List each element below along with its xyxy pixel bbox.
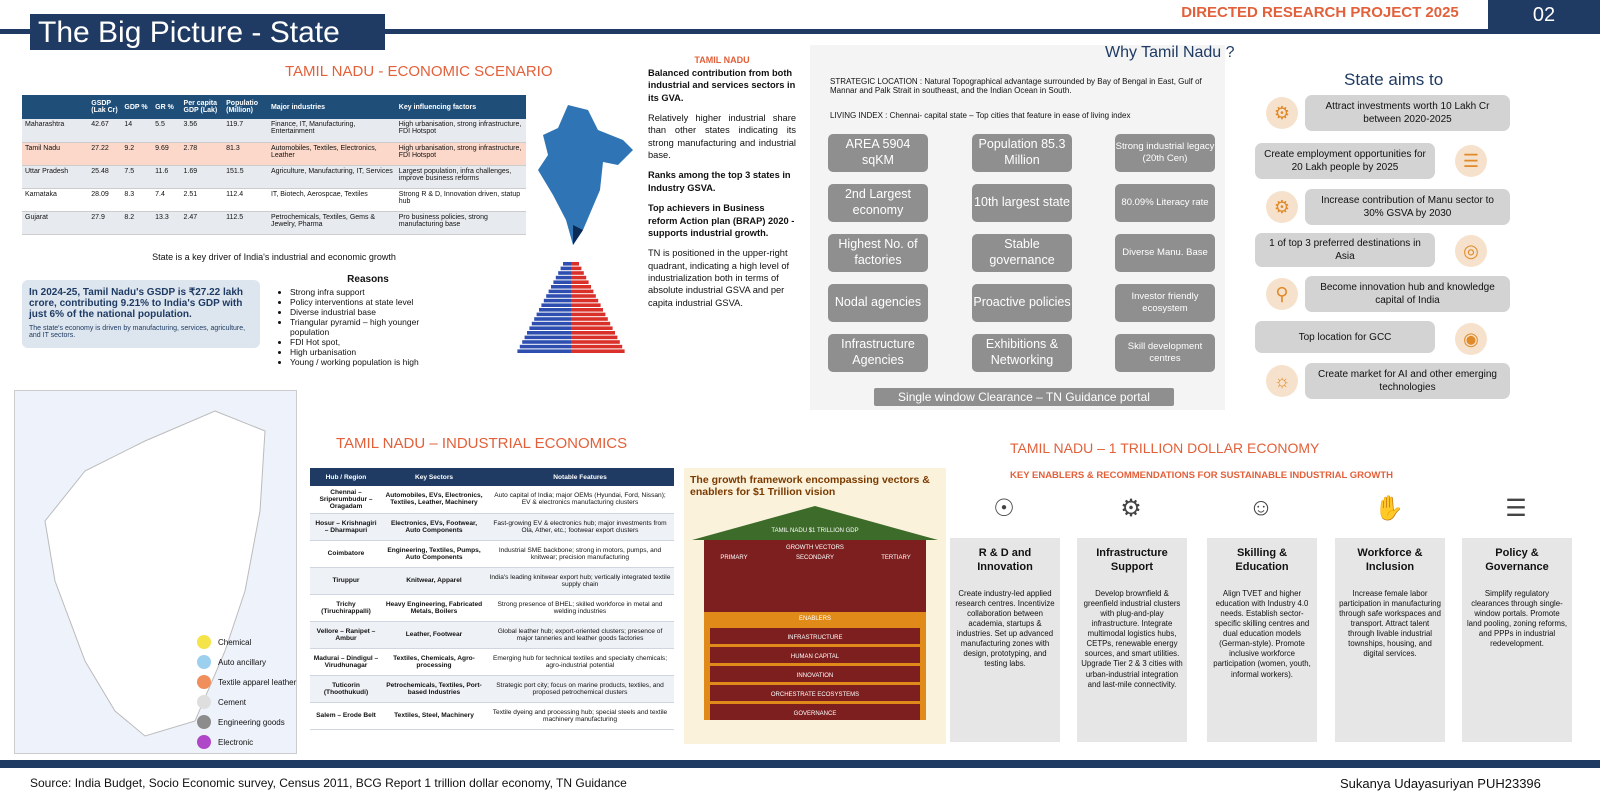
why-pill: Skill development centres [1115, 334, 1215, 372]
pyramid-bar [571, 322, 610, 326]
growth-layer-label: INNOVATION [796, 673, 834, 679]
svg-text:PRIMARY: PRIMARY [720, 555, 748, 561]
project-label: DIRECTED RESEARCH PROJECT 2025 [1181, 4, 1459, 21]
why-pill: 2nd Largest economy [828, 184, 928, 222]
econ-col-header: Key influencing factors [396, 95, 526, 119]
why-pill: AREA 5904 sqKM [828, 134, 928, 172]
legend-electronic: Electronic [218, 738, 254, 747]
pyramid-bar [571, 349, 625, 353]
pyramid-bar [571, 271, 584, 275]
column-icon: ☉ [993, 495, 1015, 522]
aim-item: Create market for AI and other emerging technologies [1305, 363, 1510, 399]
pyramid-bar [544, 299, 571, 303]
econ-cell: Uttar Pradesh [22, 165, 88, 188]
econ-col-header: GDP % [121, 95, 152, 119]
pyramid-bar [571, 345, 622, 349]
aim-icon: ☰ [1455, 145, 1487, 177]
industrial-cell: Auto capital of India; major OEMs (Hyundai, Ford, Nissan); EV & electronics manufacturing clusters [486, 486, 674, 513]
industrial-col-header: Hub / Region [310, 468, 382, 486]
aim-icon: ⚙ [1266, 191, 1298, 223]
econ-cell: High urbanisation, strong infrastructure, FDI Hotspot [396, 142, 526, 165]
pyramid-bar [522, 340, 571, 344]
pyramid-bar [571, 280, 589, 284]
industrial-row [310, 486, 674, 513]
econ-cell: 8.2 [121, 211, 152, 234]
econ-heading: TAMIL NADU - ECONOMIC SCENARIO [285, 63, 553, 80]
footer-bar [0, 760, 1600, 768]
legend-electronic-dot [197, 735, 211, 749]
pyramid-bar [527, 331, 571, 335]
column-text: Increase female labor participation in manufacturing through safe workspaces and transport. Attract talent through livable industrial townships, housing, and digital services. [1339, 588, 1441, 659]
growth-layer-label: GOVERNANCE [793, 711, 837, 717]
why-heading: Why Tamil Nadu ? [1105, 44, 1235, 61]
industrial-col-header: Key Sectors [382, 468, 486, 486]
industrial-row [310, 513, 674, 540]
industrial-row [310, 540, 674, 567]
industrial-cell: Coimbatore [310, 540, 382, 567]
aims-heading: State aims to [1344, 70, 1444, 89]
tn-map-shape [15, 391, 298, 755]
why-pill: Exhibitions & Networking [972, 334, 1072, 372]
recommendation-column [1462, 538, 1572, 742]
reasons [278, 274, 458, 367]
tn-cluster-map [14, 390, 297, 754]
econ-cell: 119.7 [223, 119, 268, 142]
pyramid-bar [532, 322, 571, 326]
econ-row [22, 165, 526, 188]
tn-label: TAMIL NADU [694, 55, 750, 65]
reason-item: • High urbanisation [290, 347, 458, 357]
econ-cell: 42.67 [88, 119, 121, 142]
industrial-row [310, 594, 674, 621]
column-icon: ☰ [1505, 495, 1527, 522]
pyramid-bar [571, 340, 620, 344]
econ-cell: 2.78 [181, 142, 224, 165]
industrial-cell: Industrial SME backbone; strong in motors, pumps, and knitwear; precision manufacturing [486, 540, 674, 567]
econ-cell: 112.5 [223, 211, 268, 234]
recommendation-column [1207, 538, 1317, 742]
column-title: R & D and Innovation [977, 547, 1033, 574]
aim-item: Increase contribution of Manu sector to 30% GSVA by 2030 [1305, 189, 1510, 225]
growth-framework [684, 468, 946, 744]
industrial-cell: Strong presence of BHEL; skilled workforce in metal and welding industries [486, 594, 674, 621]
growth-layer-label: ORCHESTRATE ECOSYSTEMS [770, 692, 860, 698]
tn-p1: Balanced contribution from both industrial and services sectors in its GVA. [648, 67, 796, 103]
econ-cell: 2.47 [181, 211, 224, 234]
why-pill: Population 85.3 Million [972, 134, 1072, 172]
column-title: Policy & Governance [1485, 547, 1549, 574]
econ-table [22, 95, 526, 235]
source-note: Source: India Budget, Socio Economic survey, Census 2011, BCG Report 1 trillion dollar economy, TN Guidance [30, 776, 627, 790]
gsdp-subtext: The state's economy is driven by manufacturing, services, agriculture, and IT sectors. [29, 325, 246, 339]
econ-cell: 2.51 [181, 188, 224, 211]
column-icon: ✋ [1374, 495, 1404, 522]
column-title: Workforce & Inclusion [1357, 547, 1423, 574]
econ-cell: 1.69 [181, 165, 224, 188]
recommendation-column [1335, 538, 1445, 742]
industrial-cell: Global leather hub; export-oriented clusters; presence of major tanneries and leather goods factories [486, 621, 674, 648]
page-number: 02 [1488, 0, 1600, 32]
pyramid-bar [549, 290, 571, 294]
pyramid-bar [520, 345, 571, 349]
econ-cell: 5.5 [152, 119, 180, 142]
econ-cell: Maharashtra [22, 119, 88, 142]
econ-col-header: Major industries [268, 95, 396, 119]
industrial-row [310, 675, 674, 702]
pyramid-bar [563, 262, 571, 266]
pyramid-bar [571, 317, 608, 321]
industrial-row [310, 621, 674, 648]
growth-layer-label: INFRASTRUCTURE [787, 635, 843, 641]
econ-cell: 27.9 [88, 211, 121, 234]
living-index: LIVING INDEX : Chennai- capital state – Top cities that feature in ease of living index [830, 111, 1131, 120]
econ-col-header: GSDP (Lak Cr) [88, 95, 121, 119]
aim-item: Top location for GCC [1255, 321, 1435, 353]
legend-chemical: Chemical [218, 638, 252, 647]
econ-col-header: Populatio (Million) [223, 95, 268, 119]
pyramid-bar [571, 285, 591, 289]
pyramid-bar [558, 271, 571, 275]
econ-cell: Automobiles, Textiles, Electronics, Leather [268, 142, 396, 165]
industrial-cell: India's leading knitwear export hub; vertically integrated textile supply chain [486, 567, 674, 594]
pyramid-bar [556, 276, 571, 280]
reason-item: • Diverse industrial base [290, 307, 458, 317]
pyramid-bar [561, 267, 571, 271]
aim-icon: ☼ [1266, 365, 1298, 397]
author: Sukanya Udayasuriyan PUH23396 [1340, 776, 1541, 791]
gsdp-text: In 2024-25, Tamil Nadu's GSDP is ₹27.22 lakh crore, contributing 9.21% to India's GDP with just 6% of the national population. [29, 287, 244, 320]
tn-summary [648, 55, 796, 309]
industrial-cell: Emerging hub for technical textiles and specialty chemicals; agro-industrial potential [486, 648, 674, 675]
pyramid-bar [525, 336, 571, 340]
tn-p5: TN is positioned in the upper-right quadrant, indicating a high level of industrialization both in terms of absolute industrial GSVA and per capita industrial GSVA. [648, 248, 790, 308]
industrial-heading: TAMIL NADU – INDUSTRIAL ECONOMICS [336, 435, 628, 452]
svg-text:TERTIARY: TERTIARY [881, 555, 911, 561]
column-text: Create industry-led applied research centres. Incentivize collaboration between academia, startups & industries. Set up advanced manufacturing zones with design, prototyping, and testing labs. [955, 588, 1055, 669]
industrial-cell: Fast-growing EV & electronics hub; major investments from Ola, Ather, etc.; footwear export clusters [486, 513, 674, 540]
industrial-cell: Heavy Engineering, Fabricated Metals, Boilers [382, 594, 486, 621]
econ-cell: Finance, IT, Manufacturing, Entertainment [268, 119, 396, 142]
econ-cell: 11.6 [152, 165, 180, 188]
recommendation-column [950, 538, 1060, 742]
column-text: Develop brownfield & greenfield industrial clusters with plug-and-play infrastructure. Integrate multimodal logistics hubs, CETPs, renewable energy sources, and smart utilities. Upgrade Tier 2 & 3 cities with urban-industrial integration and last-mile connectivity. [1081, 588, 1183, 689]
econ-cell: 9.2 [121, 142, 152, 165]
industrial-cell: Madurai – Dindigul – Virudhunagar [310, 648, 382, 675]
recommendation-column [1077, 538, 1187, 742]
reasons-title: Reasons [347, 274, 389, 285]
pyramid-bar [529, 326, 571, 330]
econ-cell: Agriculture, Manufacturing, IT, Services [268, 165, 396, 188]
pyramid-bar [571, 303, 601, 307]
pyramid-bar [534, 317, 571, 321]
pyramid-bar [539, 308, 571, 312]
econ-cell: Petrochemicals, Textiles, Gems & Jewelry, Pharma [268, 211, 396, 234]
column-title: Skilling & Education [1235, 547, 1289, 574]
econ-cell: 13.3 [152, 211, 180, 234]
pyramid-bar [571, 294, 596, 298]
trillion-sub: KEY ENABLERS & RECOMMENDATIONS FOR SUSTAINABLE INDUSTRIAL GROWTH [1010, 470, 1393, 481]
econ-cell: Gujarat [22, 211, 88, 234]
column-icon: ☺ [1248, 494, 1274, 521]
aim-icon: ◎ [1455, 235, 1487, 267]
growth-layer-label: HUMAN CAPITAL [790, 654, 840, 660]
why-pill: Strong industrial legacy (20th Cen) [1115, 134, 1215, 172]
econ-cell: 9.69 [152, 142, 180, 165]
reason-item: • Policy interventions at state level [290, 297, 458, 307]
pyramid-bar [571, 267, 581, 271]
aim-icon: ⚲ [1266, 278, 1298, 310]
industrial-cell: Automobiles, EVs, Electronics, Textiles, Leather, Machinery [382, 486, 486, 513]
econ-cell: 7.5 [121, 165, 152, 188]
econ-caption: State is a key driver of India's industrial and economic growth [152, 252, 396, 262]
econ-cell: 8.3 [121, 188, 152, 211]
industrial-cell: Leather, Footwear [382, 621, 486, 648]
econ-col-header: GR % [152, 95, 180, 119]
industrial-row [310, 702, 674, 729]
industrial-cell: Textiles, Steel, Machinery [382, 702, 486, 729]
reason-item: • Strong infra support [290, 287, 458, 297]
econ-cell: Pro business policies, strong manufacturing base [396, 211, 526, 234]
legend-cement-dot [197, 695, 211, 709]
svg-text:SECONDARY: SECONDARY [796, 555, 834, 561]
pyramid-bar [517, 349, 571, 353]
legend-textile: Textile apparel leather [218, 678, 297, 687]
industrial-cell: Textiles, Chemicals, Agro-processing [382, 648, 486, 675]
econ-cell: 81.3 [223, 142, 268, 165]
pyramid-bar [546, 294, 571, 298]
industrial-cell: Petrochemicals, Textiles, Port-based Industries [382, 675, 486, 702]
econ-cell: Karnataka [22, 188, 88, 211]
industrial-cell: Hosur – Krishnagiri – Dharmapuri [310, 513, 382, 540]
legend-engineering-dot [197, 715, 211, 729]
econ-cell: 151.5 [223, 165, 268, 188]
column-icon: ⚙ [1120, 495, 1142, 522]
why-pill: Proactive policies [972, 284, 1072, 322]
legend-auto-dot [197, 655, 211, 669]
tn-p3: Ranks among the top 3 states in Industry GSVA. [648, 170, 791, 193]
econ-col-header [22, 95, 88, 119]
aim-icon: ⚙ [1266, 97, 1298, 129]
tn-p2: Relatively higher industrial share than other states indicating its strong manufacturing and industrial base. [648, 113, 796, 161]
legend-auto: Auto ancillary [218, 658, 267, 667]
industrial-row [310, 648, 674, 675]
industrial-cell: Trichy (Tiruchirappalli) [310, 594, 382, 621]
econ-row [22, 188, 526, 211]
econ-col-header: Per capita GDP (Lak) [181, 95, 224, 119]
industrial-cell: Knitwear, Apparel [382, 567, 486, 594]
why-pill: Infrastructure Agencies [828, 334, 928, 372]
india-map [528, 100, 638, 250]
pyramid-bar [571, 276, 586, 280]
econ-cell: 112.4 [223, 188, 268, 211]
industrial-cell: Engineering, Textiles, Pumps, Auto Components [382, 540, 486, 567]
pyramid-bar [571, 290, 593, 294]
industrial-cell: Tiruppur [310, 567, 382, 594]
strategic-location: STRATEGIC LOCATION : Natural Topographical advantage surrounded by Bay of Bengal in East, Gulf of Mannar and Palk Strait in southeast, and the Indian Ocean in South. [830, 77, 1202, 95]
legend-textile-dot [197, 675, 211, 689]
industrial-cell: Electronics, EVs, Footwear, Auto Components [382, 513, 486, 540]
legend-cement: Cement [218, 698, 247, 707]
why-pill: 80.09% Literacy rate [1115, 184, 1215, 222]
econ-cell: IT, Biotech, Aerospcae, Textiles [268, 188, 396, 211]
column-text: Simplify regulatory clearances through single-window portals. Promote land pooling, zoning reforms, and PPPs in industrial redevelopment. [1466, 588, 1568, 649]
industrial-cell: Chennai – Sriperumbudur – Oragadam [310, 486, 382, 513]
pyramid-bar [571, 313, 605, 317]
econ-cell: 27.22 [88, 142, 121, 165]
econ-cell: Largest population, infra challenges, improve business reforms [396, 165, 526, 188]
pyramid-bar [541, 303, 571, 307]
econ-cell: High urbanisation, strong infrastructure, FDI Hotspot [396, 119, 526, 142]
econ-cell: 14 [121, 119, 152, 142]
gsdp-box [22, 280, 260, 348]
reason-item: • Young / working population is high [290, 357, 458, 367]
industrial-cell: Salem – Erode Belt [310, 702, 382, 729]
econ-row [22, 142, 526, 165]
reasons-list [290, 287, 458, 367]
growth-title: The growth framework encompassing vectors & enablers for $1 Trillion vision [690, 474, 930, 498]
econ-row [22, 211, 526, 234]
svg-text:ENABLERS: ENABLERS [798, 616, 832, 622]
econ-cell: 7.4 [152, 188, 180, 211]
trillion-heading: TAMIL NADU – 1 TRILLION DOLLAR ECONOMY [1010, 440, 1320, 456]
pyramid-bar [553, 280, 571, 284]
econ-cell: 28.09 [88, 188, 121, 211]
pyramid-bar [571, 262, 579, 266]
legend-engineering: Engineering goods [218, 718, 285, 727]
industrial-cell: Vellore – Ranipet – Ambur [310, 621, 382, 648]
industrial-table [310, 468, 674, 730]
legend-chemical-dot [197, 635, 211, 649]
aim-icon: ◉ [1455, 323, 1487, 355]
page-title: The Big Picture - State [30, 14, 385, 50]
why-pill: Investor friendly ecosystem [1115, 284, 1215, 322]
aim-item: Create employment opportunities for 20 Lakh people by 2025 [1255, 143, 1435, 179]
single-window-bar: Single window Clearance – TN Guidance portal [874, 388, 1174, 406]
why-pill: Diverse Manu. Base [1115, 234, 1215, 272]
pyramid-bar [571, 331, 615, 335]
why-pill: 10th largest state [972, 184, 1072, 222]
econ-cell: Tamil Nadu [22, 142, 88, 165]
reason-item: • FDI Hot spot, [290, 337, 458, 347]
industrial-col-header: Notable Features [486, 468, 674, 486]
industrial-row [310, 567, 674, 594]
growth-house [684, 498, 946, 738]
econ-cell: 25.48 [88, 165, 121, 188]
aim-item: Attract investments worth 10 Lakh Cr between 2020-2025 [1305, 95, 1510, 131]
reason-item: • Triangular pyramid – high younger population [290, 317, 458, 337]
aim-item: Become innovation hub and knowledge capital of India [1305, 276, 1510, 312]
econ-cell: 3.56 [181, 119, 224, 142]
column-title: Infrastructure Support [1096, 547, 1168, 574]
pyramid-bar [571, 326, 613, 330]
industrial-cell: Tuticorin (Thoothukudi) [310, 675, 382, 702]
column-text: Align TVET and higher education with Industry 4.0 needs. Establish sector-specific skilling centres and dual education models (German-style). Promote inclusive workforce participation (women, youth, informal workers). [1213, 588, 1311, 679]
pyramid-bar [571, 308, 603, 312]
growth-roof: TAMIL NADU $1 TRILLION GDP [771, 528, 859, 534]
pyramid-bar [571, 336, 617, 340]
pyramid-bar [551, 285, 571, 289]
svg-text:GROWTH VECTORS: GROWTH VECTORS [786, 545, 844, 551]
aim-item: 1 of top 3 preferred destinations in Asia [1255, 233, 1435, 267]
econ-row [22, 119, 526, 142]
why-pill: Stable governance [972, 234, 1072, 272]
pyramid-bar [571, 299, 598, 303]
population-pyramid [512, 256, 630, 368]
econ-cell: Strong R & D, Innovation driven, statup hub [396, 188, 526, 211]
industrial-cell: Textile dyeing and processing hub; special steels and textile machinery manufacturing [486, 702, 674, 729]
tn-p4: Top achievers in Business reform Action plan (BRAP) 2020 -supports industrial growth. [648, 203, 795, 238]
pyramid-bar [537, 313, 571, 317]
why-pill: Nodal agencies [828, 284, 928, 322]
why-pill: Highest No. of factories [828, 234, 928, 272]
industrial-cell: Strategic port city; focus on marine products, textiles, and proposed petrochemical clusters [486, 675, 674, 702]
